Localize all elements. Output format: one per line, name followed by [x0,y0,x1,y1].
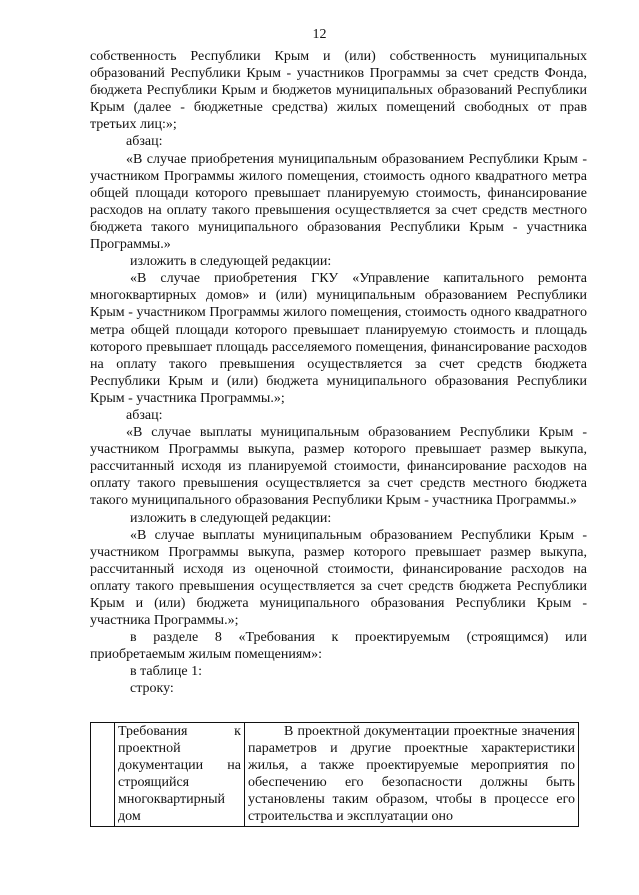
table-cell-empty [91,723,115,827]
table-cell-description [245,723,579,827]
paragraph-abzac-label: абзац: [126,134,163,150]
paragraph-new-text-buyout: «В случае выплаты муниципальным образованием Республики Крым - участником Программы выкупа, размер которого превышает размер выкупа, рассчитанный исходя из оценочной стоимости, финансирование расходов на оплату такого превышения осуществляется за счет средств бюджета Республики Крым и (или) бюджета муниципального образования Республики Крым - участника Программы.»; [90,527,587,629]
paragraph-row-label: строку: [130,681,174,697]
table-row [91,723,579,827]
paragraph-table-1: в таблице 1: [130,664,202,680]
paragraph-continuation: собственность Республики Крым и (или) собственность муниципальных образований Республики Крым - участников Программы за счет средств Фонда, бюджета Республики Крым и бюджетов муниципальных образований Республики Крым (далее - бюджетные средства) жилых помещений свободных от прав третьих лиц:»; [90,49,587,133]
page-number: 12 [312,27,327,42]
document-body [90,48,587,698]
requirements-table [90,722,579,827]
paragraph-new-text-purchase: «В случае приобретения ГКУ «Управление капитального ремонта многоквартирных домов» и (или) муниципальным образованием Республики Крым - участником Программы жилого помещения, стоимость одного квадратного метра общей площади которого превышает планируемую стоимость и площадь которого превышает площадь расселяемого помещения, финансирование расходов на оплату такого превышения осуществляется за счет средств бюджета Республики Крым и (или) бюджета муниципального образования Республики Крым - участника Программы.»; [90,271,587,406]
paragraph-old-text-buyout: «В случае выплаты муниципальным образованием Республики Крым - участником Программы выкупа, размер которого превышает размер выкупа, рассчитанный исходя из планируемой стоимости, финансирование расходов на оплату такого превышения осуществляется за счет средств местного бюджета такого муниципального образования Республики Крым - участника Программы.» [90,425,587,509]
table-cell-requirement: Требования к проектной документации на строящийся многоквартирный дом [115,723,245,827]
paragraph-old-text-purchase: «В случае приобретения муниципальным образованием Республики Крым - участником Программы жилого помещения, стоимость одного квадратного метра общей площади которого превышает планируемую стоимость, финансирование расходов на оплату такого превышения осуществляется за счет средств местного бюджета такого муниципального образования Республики Крым - участника Программы.» [90,151,587,253]
paragraph-new-edition-label: изложить в следующей редакции: [130,510,332,526]
paragraph-section-8: в разделе 8 «Требования к проектируемым (строящимся) или приобретаемым жилым помещениям»: [90,630,587,663]
paragraph-new-edition-label: изложить в следующей редакции: [130,254,332,270]
table-cell-description-text: В проектной документации проектные значения параметров и другие проектные характеристики жилья, а также проектируемые мероприятия по обеспечению его безопасности должны быть установлены таким образом, чтобы в процессе его строительства и эксплуатации оно [248,724,575,825]
paragraph-abzac-label: абзац: [126,407,163,423]
